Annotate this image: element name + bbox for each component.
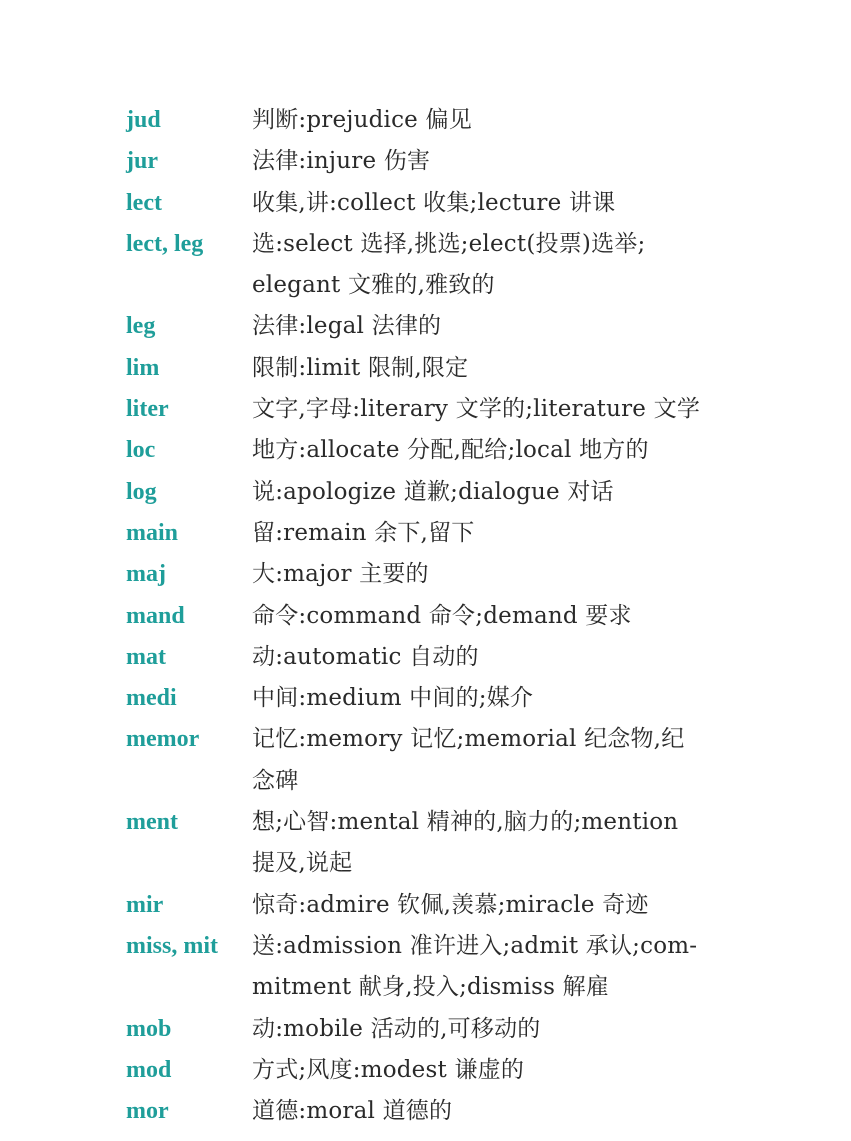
root-definition <box>252 1050 736 1091</box>
root-definition <box>252 141 736 182</box>
root-definition <box>252 926 736 1009</box>
entry-row <box>126 678 736 719</box>
entry-row <box>126 637 736 678</box>
definition-line: 限制:limit 限制,限定 <box>252 354 469 381</box>
entry-row <box>126 1009 736 1050</box>
definition-line: 收集,讲:collect 收集;lecture 讲课 <box>252 189 616 216</box>
root-definition <box>252 719 736 802</box>
word-root: mor <box>126 1098 169 1125</box>
definition-line: 惊奇:admire 钦佩,羡慕;miracle 奇迹 <box>252 891 649 918</box>
definition-line: 地方:allocate 分配,配给;local 地方的 <box>252 437 649 464</box>
word-root: leg <box>126 313 156 340</box>
entry-row <box>126 719 736 802</box>
definition-line: 选:select 选择,挑选;elect(投票)选举; <box>252 230 646 257</box>
definition-line: 判断:prejudice 偏见 <box>252 107 472 133</box>
word-root: liter <box>126 396 169 423</box>
definition-line: 留:remain 余下,留下 <box>252 519 475 546</box>
definition-line: 大:major 主要的 <box>252 561 429 588</box>
word-root: log <box>126 478 157 505</box>
root-definition <box>252 596 736 637</box>
word-root: mob <box>126 1015 172 1042</box>
word-root: lim <box>126 354 160 381</box>
definition-line: 送:admission 准许进入;admit 承认;com- <box>252 932 698 959</box>
word-root: miss, mit <box>126 932 218 959</box>
root-definition <box>252 348 736 389</box>
root-definition <box>252 1091 736 1132</box>
entry-row <box>126 348 736 389</box>
entry-row <box>126 183 736 224</box>
definition-line: elegant 文雅的,雅致的 <box>252 272 495 299</box>
word-root: loc <box>126 437 156 464</box>
definition-line: mitment 献身,投入;dismiss 解雇 <box>252 974 610 1001</box>
word-root: mir <box>126 891 164 918</box>
root-definition <box>252 306 736 347</box>
definition-line: 方式;风度:modest 谦虚的 <box>252 1056 525 1083</box>
definition-line: 提及,说起 <box>252 850 353 877</box>
entry-row <box>126 1091 736 1132</box>
definition-line: 动:automatic 自动的 <box>252 643 479 670</box>
word-root: mand <box>126 602 185 629</box>
definition-line: 法律:legal 法律的 <box>252 313 442 340</box>
definition-line: 法律:injure 伤害 <box>252 148 431 175</box>
word-root: memor <box>126 726 200 753</box>
root-definition <box>252 885 736 926</box>
entry-row <box>126 1050 736 1091</box>
root-definition <box>252 389 736 430</box>
root-definition <box>252 554 736 595</box>
entry-row <box>126 100 736 141</box>
word-root: maj <box>126 561 166 588</box>
entry-row <box>126 554 736 595</box>
word-root: jud <box>126 107 161 133</box>
entry-row <box>126 224 736 307</box>
entry-row <box>126 802 736 885</box>
word-root: mod <box>126 1056 172 1083</box>
definition-line: 记忆:memory 记忆;memorial 纪念物,纪 <box>252 726 685 753</box>
definition-line: 说:apologize 道歉;dialogue 对话 <box>252 478 614 505</box>
word-root: lect, leg <box>126 230 204 257</box>
entry-row <box>126 306 736 347</box>
word-root: ment <box>126 809 178 836</box>
word-root: main <box>126 519 179 546</box>
definition-line: 中间:medium 中间的;媒介 <box>252 685 534 712</box>
entry-row <box>126 389 736 430</box>
entry-row <box>126 596 736 637</box>
root-definition <box>252 802 736 885</box>
root-definition <box>252 1009 736 1050</box>
entry-row <box>126 926 736 1009</box>
definition-line: 念碑 <box>252 767 299 794</box>
entry-row <box>126 141 736 182</box>
definition-line: 道德:moral 道德的 <box>252 1098 453 1125</box>
definition-line: 动:mobile 活动的,可移动的 <box>252 1015 541 1042</box>
root-definition <box>252 678 736 719</box>
root-definition <box>252 637 736 678</box>
word-root: lect <box>126 189 162 216</box>
root-definition <box>252 100 736 141</box>
word-root: mat <box>126 643 166 670</box>
entry-row <box>126 430 736 471</box>
word-root: jur <box>126 148 158 175</box>
root-definition <box>252 513 736 554</box>
root-definition <box>252 472 736 513</box>
definition-line: 想;心智:mental 精神的,脑力的;mention <box>252 809 679 836</box>
entry-row <box>126 472 736 513</box>
root-definition <box>252 430 736 471</box>
definition-line: 命令:command 命令;demand 要求 <box>252 602 632 629</box>
definition-line: 文字,字母:literary 文学的;literature 文学 <box>252 396 701 423</box>
root-definition <box>252 224 736 307</box>
entry-row <box>126 885 736 926</box>
root-definition <box>252 183 736 224</box>
entry-row <box>126 513 736 554</box>
word-root: medi <box>126 685 177 712</box>
